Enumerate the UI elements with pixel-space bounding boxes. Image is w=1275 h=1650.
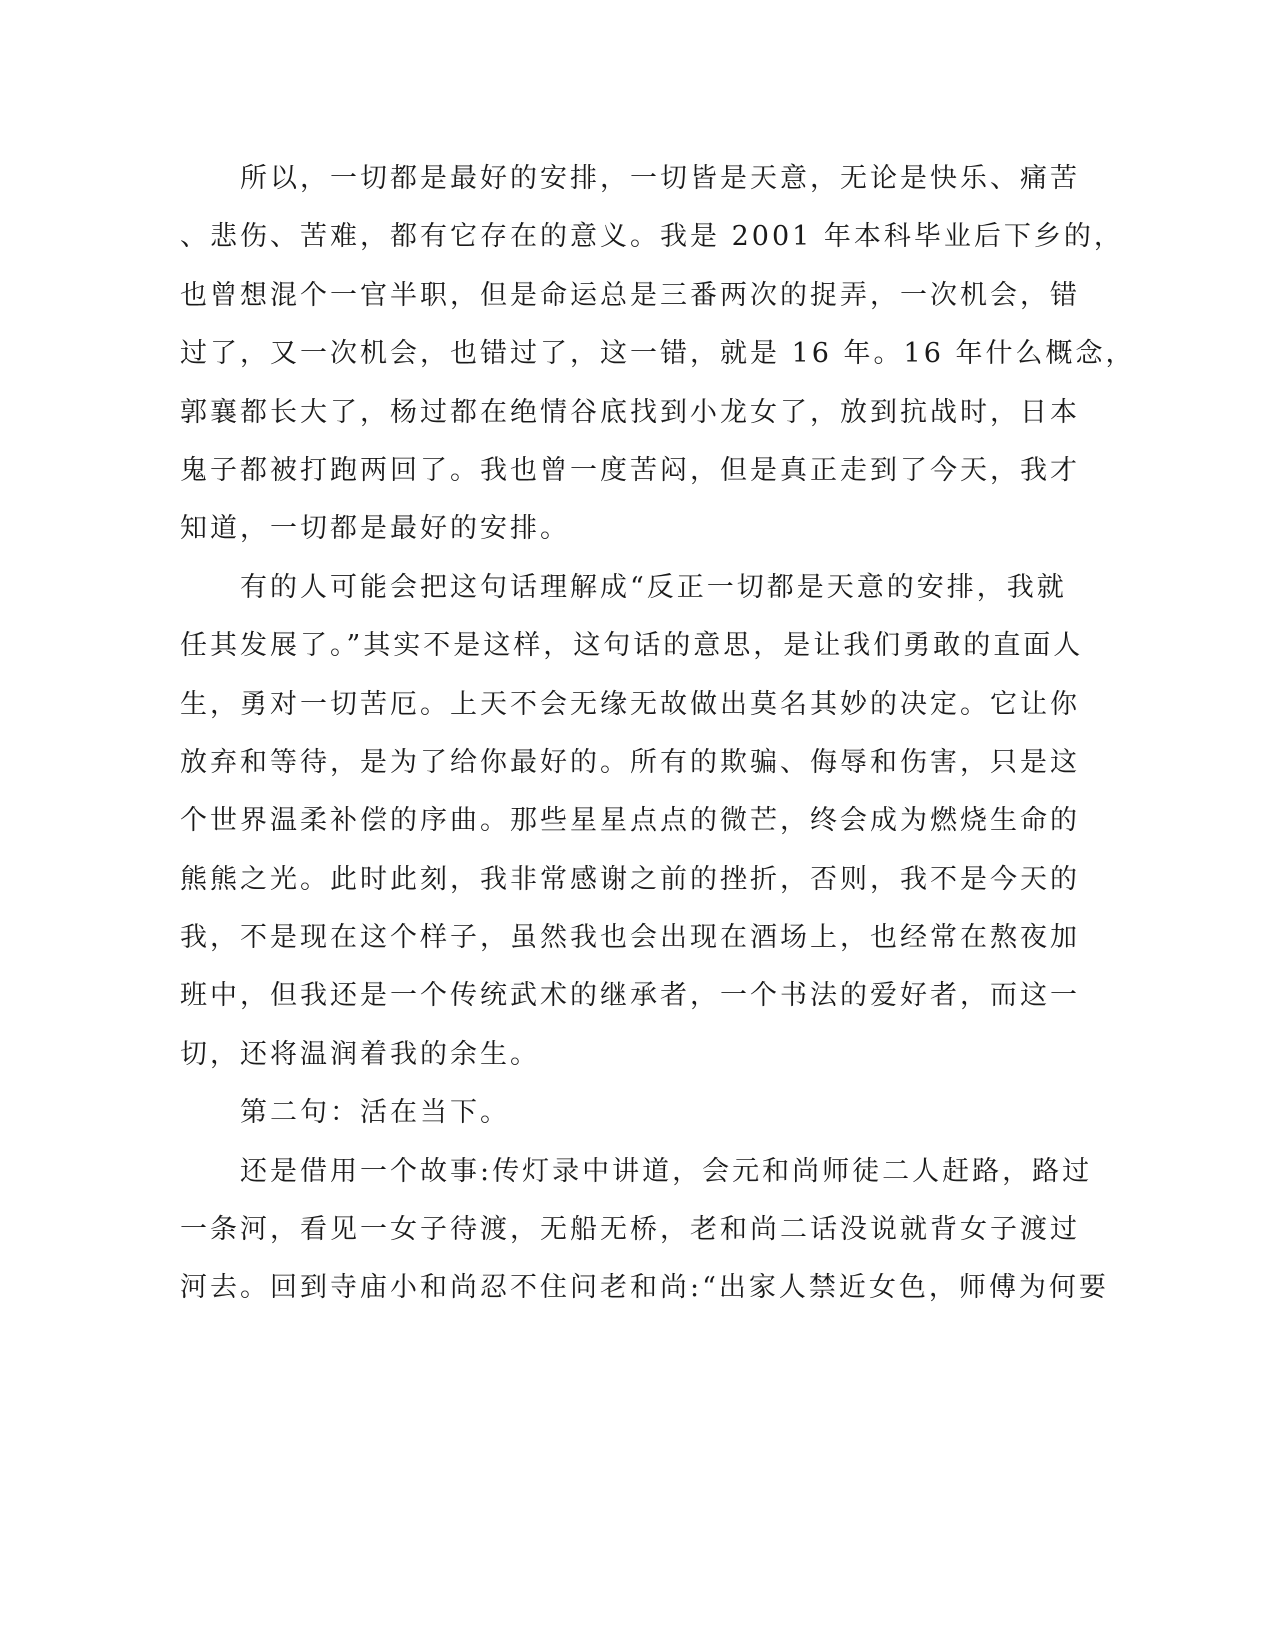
text-line: 河去。回到寺庙小和尚忍不住问老和尚:“出家人禁近女色，师傅为何要 xyxy=(180,1272,1109,1304)
text-line: 一条河，看见一女子待渡，无船无桥，老和尚二话没说就背女子渡过 xyxy=(180,1214,1080,1246)
text-line: 班中，但我还是一个传统武术的继承者，一个书法的爱好者，而这一 xyxy=(180,980,1080,1012)
text-line: 第二句：活在当下。 xyxy=(180,1097,510,1129)
text-line: 熊熊之光。此时此刻，我非常感谢之前的挫折，否则，我不是今天的 xyxy=(180,863,1080,895)
text-line: 我，不是现在这个样子，虽然我也会出现在酒场上，也经常在熬夜加 xyxy=(180,922,1080,954)
text-line: 还是借用一个故事:传灯录中讲道，会元和尚师徒二人赶路，路过 xyxy=(180,1155,1093,1187)
text-line: 所以，一切都是最好的安排，一切皆是天意，无论是快乐、痛苦 xyxy=(180,163,1080,194)
text-line: 、悲伤、苦难，都有它存在的意义。我是 2001 年本科毕业后下乡的， xyxy=(180,221,1124,253)
text-line: 生，勇对一切苦厄。上天不会无缘无故做出莫名其妙的决定。它让你 xyxy=(180,688,1080,720)
text-line: 也曾想混个一官半职，但是命运总是三番两次的捉弄，一次机会，错 xyxy=(180,279,1080,311)
text-line: 放弃和等待，是为了给你最好的。所有的欺骗、侮辱和伤害，只是这 xyxy=(180,746,1080,778)
text-line: 郭襄都长大了，杨过都在绝情谷底找到小龙女了，放到抗战时，日本 xyxy=(180,396,1080,428)
text-line: 知道，一切都是最好的安排。 xyxy=(180,513,570,545)
text-line: 有的人可能会把这句话理解成“反正一切都是天意的安排，我就 xyxy=(180,571,1067,603)
text-line: 鬼子都被打跑两回了。我也曾一度苦闷，但是真正走到了今天，我才 xyxy=(180,454,1080,486)
document-body xyxy=(180,150,1136,1318)
text-line: 过了，又一次机会，也错过了，这一错，就是 16 年。16 年什么概念， xyxy=(180,338,1136,370)
text-line: 个世界温柔补偿的序曲。那些星星点点的微芒，终会成为燃烧生命的 xyxy=(180,805,1080,837)
text-line: 任其发展了。”其实不是这样，这句话的意思，是让我们勇敢的直面人 xyxy=(180,630,1084,662)
text-line: 切，还将温润着我的余生。 xyxy=(180,1038,540,1070)
